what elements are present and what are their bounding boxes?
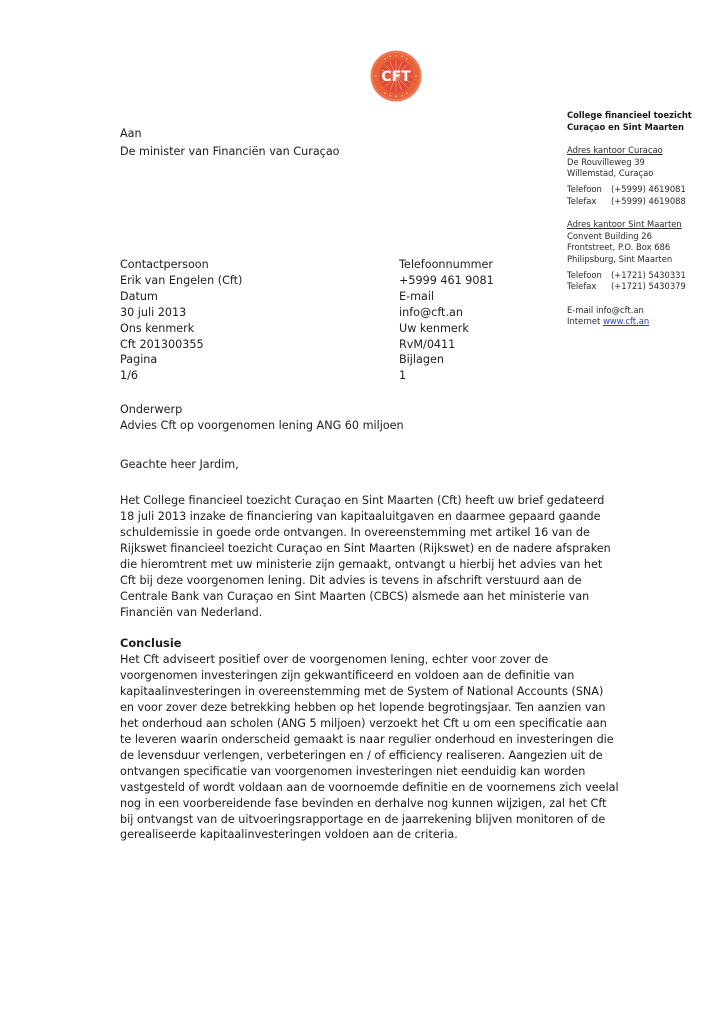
text-line: Het Cft adviseert positief over de voorgenomen lening, echter voor zover de bbox=[120, 653, 549, 666]
meta-label: Pagina bbox=[120, 353, 158, 367]
meta-value: 1/6 bbox=[120, 369, 139, 383]
meta-label: E-mail bbox=[399, 289, 435, 303]
meta-label: Uw kenmerk bbox=[399, 321, 469, 335]
meta-left-column bbox=[120, 257, 242, 384]
text-line: 18 juli 2013 inzake de financiering van kapitaaluitgaven en daarmee gepaard gaande bbox=[120, 509, 601, 523]
text-line: Het College financieel toezicht Curaçao en Sint Maarten (Cft) heeft uw brief gedateerd bbox=[120, 494, 605, 507]
meta-value: 30 juli 2013 bbox=[120, 305, 187, 319]
sint-maarten-fax: Telefax (+1721) 5430379 bbox=[567, 281, 686, 292]
svg-text:CFT: CFT bbox=[381, 69, 411, 85]
curacao-office-heading: Adres kantoor Curaçao bbox=[567, 145, 663, 156]
sender-internet: Internet www.cft.an bbox=[567, 316, 650, 327]
meta-right-column bbox=[399, 257, 494, 384]
meta-label: Telefoonnummer bbox=[399, 258, 493, 271]
meta-value: RvM/0411 bbox=[399, 337, 456, 351]
meta-label: Contactpersoon bbox=[120, 258, 209, 271]
meta-value: Cft 201300355 bbox=[120, 337, 204, 351]
text-line: Rijkswet financieel toezicht Curaçao en Sint Maarten (Rijkswet) en de nadere afspraken bbox=[120, 541, 611, 555]
website-link[interactable]: www.cft.an bbox=[602, 316, 650, 327]
meta-value: 1 bbox=[399, 369, 407, 383]
meta-label: Datum bbox=[120, 289, 158, 303]
addressee-name: De minister van Financiën van Curaçao bbox=[120, 144, 340, 158]
meta-label: Ons kenmerk bbox=[120, 321, 195, 335]
subject bbox=[120, 402, 404, 434]
text-line: gerealiseerde kapitaalinvesteringen voldoen aan de criteria. bbox=[120, 828, 458, 842]
sint-maarten-office-heading: Adres kantoor Sint Maarten bbox=[567, 219, 682, 230]
text-line: vastgesteld of wordt voldaan aan de voornoemde definitie en de voornemens zich veelal bbox=[120, 780, 619, 794]
sender-email: E-mail info@cft.an bbox=[567, 304, 644, 315]
meta-value: info@cft.an bbox=[399, 305, 463, 319]
text-line: de levensduur verlengen, verbeteringen en / of efficiency realiseren. Aangezien uit de bbox=[120, 748, 603, 762]
conclusion-heading: Conclusie bbox=[120, 636, 182, 650]
text-line: bij ontvangst van de uitvoeringsrapportage en de jaarrekening blijven monitoren of de bbox=[120, 812, 606, 826]
subject-value: Advies Cft op voorgenomen lening ANG 60 miljoen bbox=[120, 418, 404, 432]
text-line: voorgenomen investeringen zijn gekwantificeerd en voldoen aan de definitie van bbox=[120, 668, 575, 682]
addressee bbox=[120, 125, 340, 160]
org-name-line1: College financieel toezicht bbox=[567, 110, 692, 120]
text-line: die hieromtrent met uw ministerie zijn gemaakt, ontvangt u hierbij het advies van het bbox=[120, 557, 603, 571]
sender-info bbox=[567, 110, 717, 328]
sint-maarten-street2: Frontstreet, P.O. Box 686 bbox=[567, 242, 671, 253]
meta-value: Erik van Engelen (Cft) bbox=[120, 273, 243, 287]
intro-paragraph bbox=[120, 493, 610, 621]
curacao-phone: Telefoon (+5999) 4619081 bbox=[567, 183, 686, 194]
curacao-city: Willemstad, Curaçao bbox=[567, 168, 654, 179]
text-line: schuldemissie in goede orde ontvangen. In overeenstemming met artikel 16 van de bbox=[120, 525, 590, 539]
text-line: het onderhoud aan scholen (ANG 5 miljoen) verzoekt het Cft u om een specificatie aan bbox=[120, 716, 607, 730]
sint-maarten-street: Convent Building 26 bbox=[567, 230, 652, 241]
text-line: kapitaalinvesteringen in overeenstemming met de System of National Accounts (SNA) bbox=[120, 684, 604, 698]
text-line: nog in een voorbereidende fase bevinden en derhalve nog kunnen wijzigen, zal het Cft bbox=[120, 796, 607, 810]
org-name-line2: Curaçao en Sint Maarten bbox=[567, 121, 684, 132]
text-line: ontvangen specificatie van voorgenomen investeringen niet eenduidig kan worden bbox=[120, 764, 586, 778]
text-line: te leveren waarin onderscheid gemaakt is naar regulier onderhoud en investeringen die bbox=[120, 732, 614, 746]
text-line: Centrale Bank van Curaçao en Sint Maarten (CBCS) alsmede aan het ministerie van bbox=[120, 589, 590, 603]
curacao-fax: Telefax (+5999) 4619088 bbox=[567, 195, 686, 206]
meta-value: +5999 461 9081 bbox=[399, 273, 494, 287]
text-line: Financiën van Nederland. bbox=[120, 605, 263, 619]
conclusion-paragraph bbox=[120, 652, 619, 843]
addressee-label: Aan bbox=[120, 127, 142, 140]
sint-maarten-city: Philipsburg, Sint Maarten bbox=[567, 253, 673, 264]
text-line: Cft bij deze voorgenomen lening. Dit advies is tevens in afschrift verstuurd aan de bbox=[120, 573, 582, 587]
text-line: en voor zover deze betrekking hebben op het lopende begrotingsjaar. Ten aanzien van bbox=[120, 700, 606, 714]
sint-maarten-phone: Telefoon (+1721) 5430331 bbox=[567, 269, 686, 280]
salutation: Geachte heer Jardim, bbox=[120, 458, 239, 471]
curacao-street: De Rouvilleweg 39 bbox=[567, 156, 645, 167]
subject-label: Onderwerp bbox=[120, 403, 183, 416]
cft-logo-icon bbox=[370, 50, 422, 102]
meta-label: Bijlagen bbox=[399, 353, 444, 367]
